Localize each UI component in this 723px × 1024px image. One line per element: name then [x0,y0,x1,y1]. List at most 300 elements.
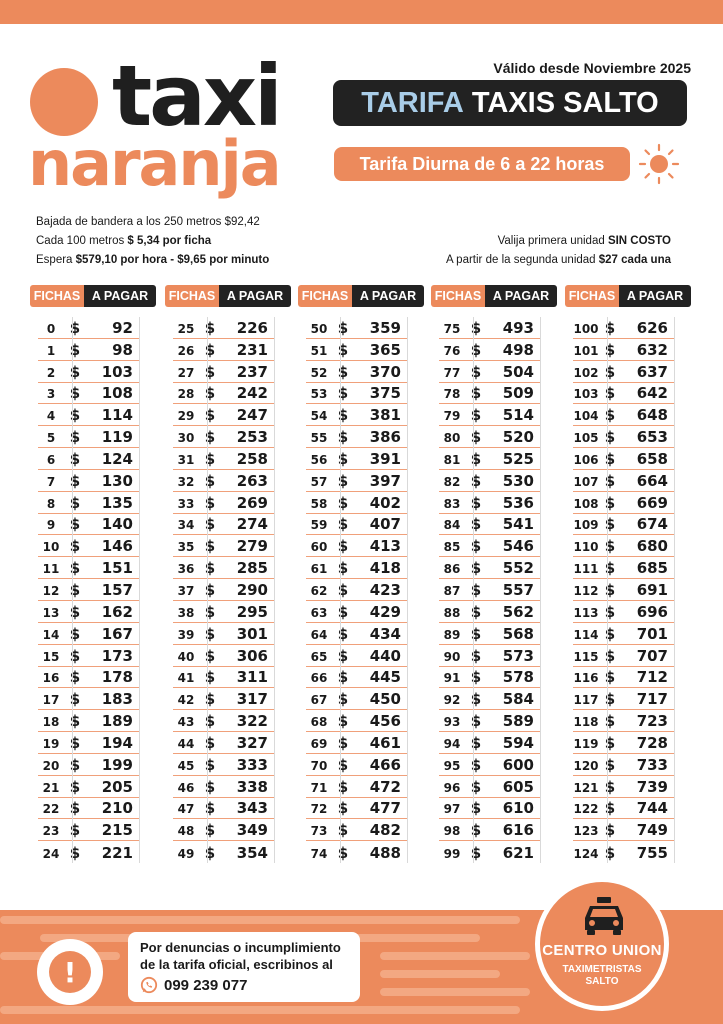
fichas-cell: 57 [310,474,328,489]
currency-symbol: $ [470,318,482,337]
tariff-rows [306,317,408,863]
fichas-cell: 52 [310,365,328,380]
tariff-row [573,667,674,689]
currency-symbol: $ [204,844,216,863]
amount-cell: 210 [101,799,133,818]
fichas-cell: 104 [573,409,599,424]
currency-symbol: $ [337,799,349,818]
currency-symbol: $ [69,624,81,643]
amount-cell: 397 [369,471,401,490]
fichas-cell: 4 [46,409,56,424]
currency-symbol: $ [604,755,616,774]
amount-cell: 359 [369,318,401,337]
amount-cell: 269 [236,493,268,512]
amount-cell: 237 [236,362,268,381]
currency-symbol: $ [604,428,616,447]
currency-symbol: $ [604,733,616,752]
tariff-row [173,426,274,448]
tariff-row [439,361,540,383]
amount-cell: 423 [369,580,401,599]
currency-symbol: $ [69,406,81,425]
currency-symbol: $ [470,559,482,578]
currency-symbol: $ [204,777,216,796]
tariff-row [306,514,407,536]
amount-cell: 124 [101,449,133,468]
tariff-row [439,404,540,426]
amount-cell: 226 [236,318,268,337]
fichas-cell: 64 [310,627,328,642]
amount-cell: 301 [236,624,268,643]
tariff-row [573,819,674,841]
amount-cell: 311 [236,668,268,687]
tariff-row [306,798,407,820]
amount-cell: 306 [236,646,268,665]
tariff-row [573,426,674,448]
tariff-row [173,317,274,339]
amount-cell: 386 [369,428,401,447]
complaint-line-2: de la tarifa oficial, escribinos al [140,957,333,972]
tariff-row [573,492,674,514]
tariff-row [439,754,540,776]
currency-symbol: $ [604,690,616,709]
amount-cell: 119 [101,428,133,447]
fichas-cell: 47 [177,802,195,817]
amount-cell: 274 [236,515,268,534]
amount-cell: 658 [636,449,668,468]
tariff-row [306,645,407,667]
currency-symbol: $ [69,844,81,863]
amount-cell: 637 [636,362,668,381]
amount-cell: 370 [369,362,401,381]
currency-symbol: $ [470,428,482,447]
tariff-row [439,645,540,667]
amount-cell: 530 [502,471,534,490]
currency-symbol: $ [604,844,616,863]
fichas-cell: 49 [177,847,195,862]
taxi-car-icon [582,896,626,936]
column-header [431,285,557,307]
amount-cell: 696 [636,602,668,621]
currency-symbol: $ [337,821,349,840]
amount-cell: 391 [369,449,401,468]
amount-cell: 135 [101,493,133,512]
currency-symbol: $ [337,844,349,863]
amount-cell: 749 [636,821,668,840]
amount-cell: 258 [236,449,268,468]
tariff-row [573,623,674,645]
fichas-cell: 120 [573,758,599,773]
tariff-row [573,579,674,601]
amount-cell: 349 [236,821,268,840]
fichas-cell: 72 [310,802,328,817]
info-bajada: Bajada de bandera a los 250 metros $92,42 [36,216,260,228]
fichas-cell: 123 [573,824,599,839]
fichas-cell: 99 [443,847,461,862]
tariff-row [573,404,674,426]
currency-symbol: $ [470,515,482,534]
fichas-cell: 82 [443,474,461,489]
fichas-cell: 32 [177,474,195,489]
fichas-cell: 45 [177,758,195,773]
currency-symbol: $ [204,668,216,687]
fichas-cell: 71 [310,780,328,795]
tariff-row [573,645,674,667]
fichas-cell: 34 [177,518,195,533]
fichas-cell: 19 [42,736,60,751]
amount-cell: 290 [236,580,268,599]
amount-cell: 295 [236,602,268,621]
tariff-row [306,317,407,339]
tariff-row [173,776,274,798]
logo-circle [30,68,98,136]
fichas-cell: 121 [573,780,599,795]
currency-symbol: $ [69,602,81,621]
currency-symbol: $ [69,712,81,731]
currency-symbol: $ [337,449,349,468]
fichas-cell: 105 [573,431,599,446]
tariff-row [306,710,407,732]
fichas-cell: 90 [443,649,461,664]
fichas-cell: 13 [42,605,60,620]
currency-symbol: $ [337,668,349,687]
tariff-row [439,514,540,536]
fichas-cell: 86 [443,562,461,577]
tariff-rows [173,317,275,863]
tariff-row [173,623,274,645]
fichas-cell: 39 [177,627,195,642]
header-fichas: FICHAS [565,285,619,307]
currency-symbol: $ [604,821,616,840]
fichas-cell: 96 [443,780,461,795]
tariff-row [173,601,274,623]
amount-cell: 653 [636,428,668,447]
tariff-row [38,535,139,557]
currency-symbol: $ [69,646,81,665]
header-a-pagar: A PAGAR [219,285,291,307]
amount-cell: 472 [369,777,401,796]
amount-cell: 338 [236,777,268,796]
tariff-row [38,798,139,820]
tariff-row [173,798,274,820]
currency-symbol: $ [337,318,349,337]
tariff-row [38,404,139,426]
currency-symbol: $ [604,559,616,578]
currency-symbol: $ [604,318,616,337]
tariff-row [173,819,274,841]
amount-cell: 498 [502,340,534,359]
fichas-cell: 79 [443,409,461,424]
tariff-row [573,798,674,820]
header-fichas: FICHAS [30,285,84,307]
currency-symbol: $ [204,384,216,403]
fichas-cell: 28 [177,387,195,402]
amount-cell: 584 [502,690,534,709]
currency-symbol: $ [470,646,482,665]
currency-symbol: $ [470,406,482,425]
currency-symbol: $ [69,690,81,709]
currency-symbol: $ [337,515,349,534]
tariff-row [439,776,540,798]
fichas-cell: 11 [42,562,60,577]
amount-cell: 429 [369,602,401,621]
fichas-cell: 20 [42,758,60,773]
amount-cell: 648 [636,406,668,425]
info-espera-label: Espera [36,254,76,266]
info-valija [498,235,671,247]
tariff-row [439,383,540,405]
amount-cell: 707 [636,646,668,665]
badge-sub-line-1: TAXIMETRISTAS [562,964,642,975]
currency-symbol: $ [470,537,482,556]
currency-symbol: $ [470,668,482,687]
tariff-row [173,383,274,405]
currency-symbol: $ [337,646,349,665]
tariff-row [439,798,540,820]
amount-cell: 536 [502,493,534,512]
fichas-cell: 41 [177,671,195,686]
fichas-cell: 124 [573,847,599,862]
tariff-row [573,448,674,470]
tariff-row [38,819,139,841]
amount-cell: 568 [502,624,534,643]
tariff-column [431,285,557,863]
tariff-row [573,776,674,798]
currency-symbol: $ [604,340,616,359]
title-banner [333,80,687,126]
tariff-row [38,710,139,732]
amount-cell: 701 [636,624,668,643]
currency-symbol: $ [337,602,349,621]
tariff-row [173,557,274,579]
amount-cell: 509 [502,384,534,403]
amount-cell: 466 [369,755,401,774]
amount-cell: 552 [502,559,534,578]
fichas-cell: 58 [310,496,328,511]
fichas-cell: 108 [573,496,599,511]
currency-symbol: $ [604,799,616,818]
currency-symbol: $ [337,384,349,403]
currency-symbol: $ [69,733,81,752]
fichas-cell: 22 [42,802,60,817]
tariff-row [306,492,407,514]
currency-symbol: $ [604,537,616,556]
fichas-cell: 78 [443,387,461,402]
amount-cell: 717 [636,690,668,709]
fichas-cell: 68 [310,715,328,730]
tariff-row [306,448,407,470]
amount-cell: 178 [101,668,133,687]
currency-symbol: $ [69,580,81,599]
fichas-cell: 23 [42,824,60,839]
currency-symbol: $ [470,755,482,774]
tariff-rows [439,317,541,863]
tariff-row [573,710,674,732]
title-rest: TAXIS SALTO [471,86,659,119]
currency-symbol: $ [470,690,482,709]
tariff-row [173,361,274,383]
tariff-row [173,710,274,732]
amount-cell: 199 [101,755,133,774]
tariff-row [439,470,540,492]
tariff-row [173,645,274,667]
fichas-cell: 100 [573,321,599,336]
currency-symbol: $ [69,668,81,687]
tariff-row [306,383,407,405]
schedule-pill: Tarifa Diurna de 6 a 22 horas [334,147,630,181]
currency-symbol: $ [337,690,349,709]
amount-cell: 205 [101,777,133,796]
amount-cell: 354 [236,844,268,863]
amount-cell: 285 [236,559,268,578]
tariff-row [173,841,274,863]
fichas-cell: 114 [573,627,599,642]
tariff-row [439,667,540,689]
badge-sub-line-2: SALTO [585,976,619,987]
fichas-cell: 60 [310,540,328,555]
currency-symbol: $ [204,580,216,599]
fichas-cell: 70 [310,758,328,773]
fichas-cell: 59 [310,518,328,533]
title-highlight: TARIFA [361,86,464,119]
fichas-cell: 14 [42,627,60,642]
amount-cell: 669 [636,493,668,512]
tariff-column [30,285,156,863]
currency-symbol: $ [337,428,349,447]
currency-symbol: $ [204,799,216,818]
tariff-row [173,732,274,754]
fichas-cell: 1 [46,343,56,358]
fichas-cell: 27 [177,365,195,380]
fichas-cell: 40 [177,649,195,664]
currency-symbol: $ [604,646,616,665]
fichas-cell: 106 [573,452,599,467]
currency-symbol: $ [69,362,81,381]
amount-cell: 221 [101,844,133,863]
amount-cell: 247 [236,406,268,425]
info-espera-value: $579,10 por hora - $9,65 por minuto [75,254,270,266]
currency-symbol: $ [204,471,216,490]
tariff-row [573,317,674,339]
amount-cell: 664 [636,471,668,490]
amount-cell: 541 [502,515,534,534]
column-header [165,285,291,307]
amount-cell: 461 [369,733,401,752]
fichas-cell: 8 [46,496,56,511]
tariff-row [38,732,139,754]
amount-cell: 723 [636,712,668,731]
amount-cell: 482 [369,821,401,840]
tariff-row [439,710,540,732]
currency-symbol: $ [604,493,616,512]
fichas-cell: 15 [42,649,60,664]
currency-symbol: $ [204,537,216,556]
tariff-row [306,404,407,426]
tariff-row [38,754,139,776]
fichas-cell: 95 [443,758,461,773]
tariff-row [173,339,274,361]
info-espera [36,254,269,266]
fichas-cell: 81 [443,452,461,467]
fichas-cell: 109 [573,518,599,533]
tariff-row [38,317,139,339]
fichas-cell: 92 [443,693,461,708]
amount-cell: 92 [112,318,133,337]
tariff-row [306,667,407,689]
amount-cell: 413 [369,537,401,556]
amount-cell: 333 [236,755,268,774]
fichas-cell: 85 [443,540,461,555]
phone-line[interactable] [140,976,348,994]
tariff-row [173,688,274,710]
info-cada-100 [36,235,211,247]
complaint-box [128,932,360,1002]
fichas-cell: 48 [177,824,195,839]
currency-symbol: $ [204,318,216,337]
amount-cell: 674 [636,515,668,534]
header-fichas: FICHAS [165,285,219,307]
currency-symbol: $ [69,384,81,403]
tariff-column [298,285,424,863]
fichas-cell: 56 [310,452,328,467]
tariff-column [165,285,291,863]
currency-symbol: $ [337,777,349,796]
amount-cell: 578 [502,668,534,687]
tariff-row [173,535,274,557]
tariff-rows [573,317,675,863]
info-valija-value: SIN COSTO [607,235,671,247]
fichas-cell: 116 [573,671,599,686]
tariff-row [306,535,407,557]
tariff-rows [38,317,140,863]
amount-cell: 194 [101,733,133,752]
currency-symbol: $ [69,318,81,337]
currency-symbol: $ [470,712,482,731]
tariff-row [306,339,407,361]
amount-cell: 514 [502,406,534,425]
fichas-cell: 75 [443,321,461,336]
tariff-row [38,645,139,667]
phone-number[interactable]: 099 239 077 [164,976,248,994]
fichas-cell: 97 [443,802,461,817]
currency-symbol: $ [337,755,349,774]
tariff-row [306,688,407,710]
fichas-cell: 42 [177,693,195,708]
currency-symbol: $ [204,821,216,840]
currency-symbol: $ [204,362,216,381]
fichas-cell: 89 [443,627,461,642]
tariff-row [306,776,407,798]
amount-cell: 114 [101,406,133,425]
currency-symbol: $ [204,755,216,774]
tariff-row [439,688,540,710]
currency-symbol: $ [337,471,349,490]
amount-cell: 739 [636,777,668,796]
amount-cell: 157 [101,580,133,599]
amount-cell: 162 [101,602,133,621]
centro-union-badge [535,877,669,1011]
fichas-cell: 93 [443,715,461,730]
fichas-cell: 122 [573,802,599,817]
currency-symbol: $ [337,580,349,599]
fichas-cell: 69 [310,736,328,751]
info-segunda-label: A partir de la segunda unidad [445,254,599,266]
currency-symbol: $ [69,755,81,774]
tariff-row [573,339,674,361]
fichas-cell: 80 [443,431,461,446]
amount-cell: 279 [236,537,268,556]
tariff-row [573,361,674,383]
amount-cell: 589 [502,712,534,731]
